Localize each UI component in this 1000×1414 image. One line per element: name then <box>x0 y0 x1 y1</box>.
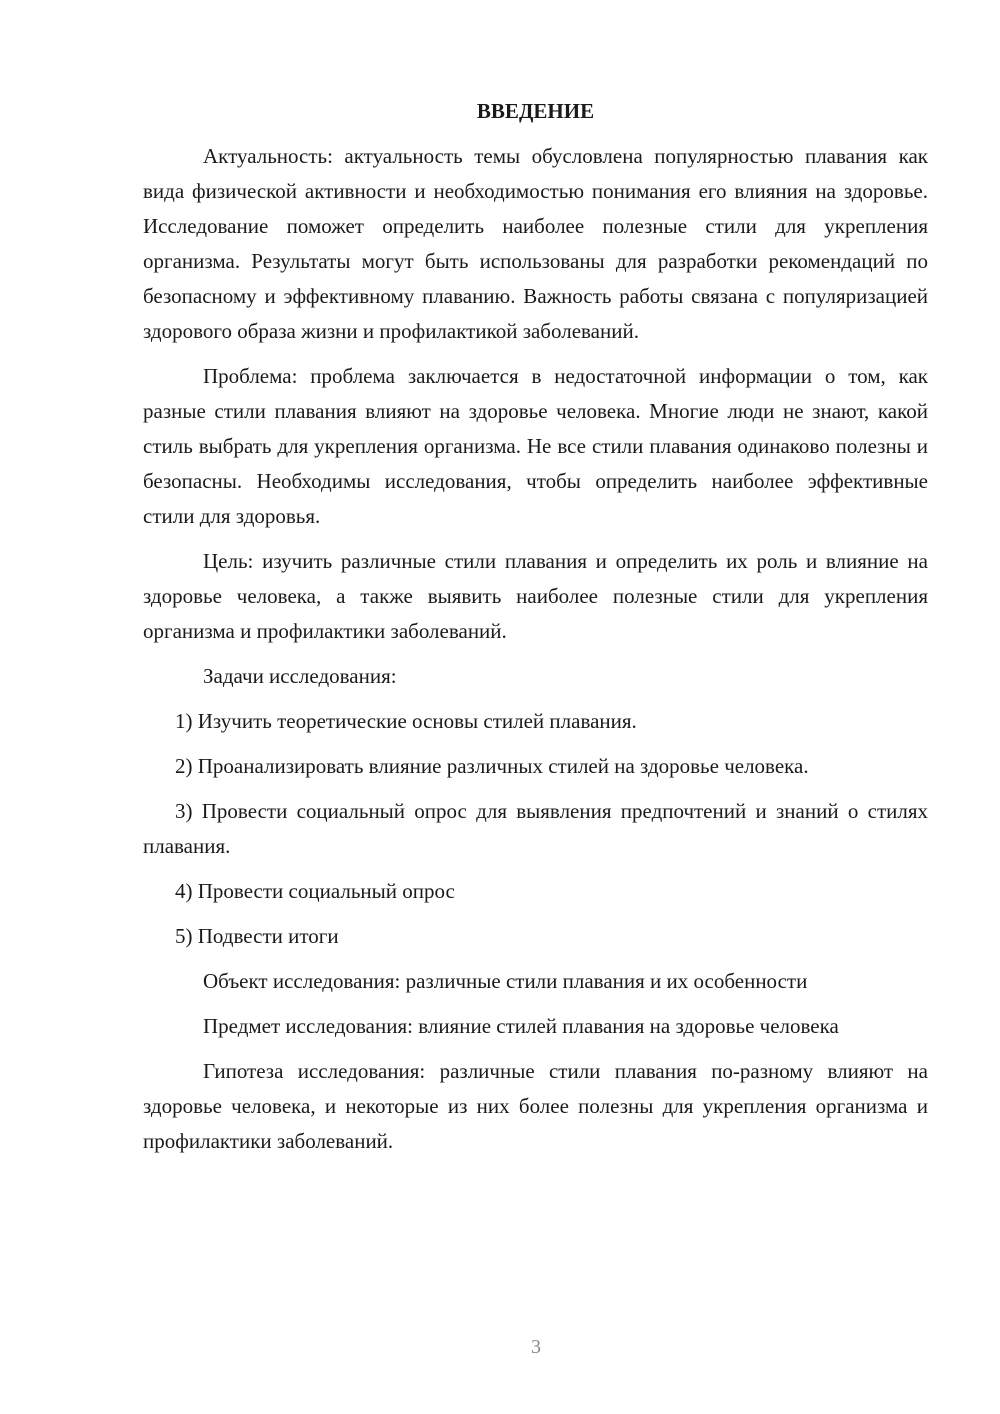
task-item-1: 1) Изучить теоретические основы стилей плавания. <box>175 709 637 733</box>
research-subject: Предмет исследования: влияние стилей плавания на здоровье человека <box>203 1014 839 1038</box>
task-item-2: 2) Проанализировать влияние различных стилей на здоровье человека. <box>175 754 809 778</box>
document-page <box>143 94 928 1169</box>
goal-paragraph: Цель: изучить различные стили плавания и определить их роль и влияние на здоровье человека, а также выявить наиболее полезные стили для укрепления организма и профилактики заболеваний. <box>143 549 928 643</box>
section-title: ВВЕДЕНИЕ <box>476 99 595 123</box>
relevance-paragraph: Актуальность: актуальность темы обусловлена популярностью плавания как вида физической активности и необходимостью понимания его влияния на здоровье. Исследование поможет определить наиболее полезные стили для укрепления организма. Результаты могут быть использованы для разработки рекомендаций по безопасному и эффективному плаванию. Важность работы связана с популяризацией здорового образа жизни и профилактикой заболеваний. <box>143 144 928 343</box>
task-item-3: 3) Провести социальный опрос для выявления предпочтений и знаний о стилях плавания. <box>143 799 928 858</box>
research-hypothesis: Гипотеза исследования: различные стили плавания по-разному влияют на здоровье человека, и некоторые из них более полезны для укрепления организма и профилактики заболеваний. <box>143 1059 928 1153</box>
page-number: 3 <box>531 1336 541 1358</box>
problem-paragraph: Проблема: проблема заключается в недостаточной информации о том, как разные стили плавания влияют на здоровье человека. Многие люди не знают, какой стиль выбрать для укрепления организма. Не все стили плавания одинаково полезны и безопасны. Необходимы исследования, чтобы определить наиболее эффективные стили для здоровья. <box>143 364 928 528</box>
tasks-heading: Задачи исследования: <box>203 664 397 688</box>
task-item-4: 4) Провести социальный опрос <box>175 879 455 903</box>
research-object: Объект исследования: различные стили плавания и их особенности <box>203 969 808 993</box>
task-item-5: 5) Подвести итоги <box>175 924 339 948</box>
